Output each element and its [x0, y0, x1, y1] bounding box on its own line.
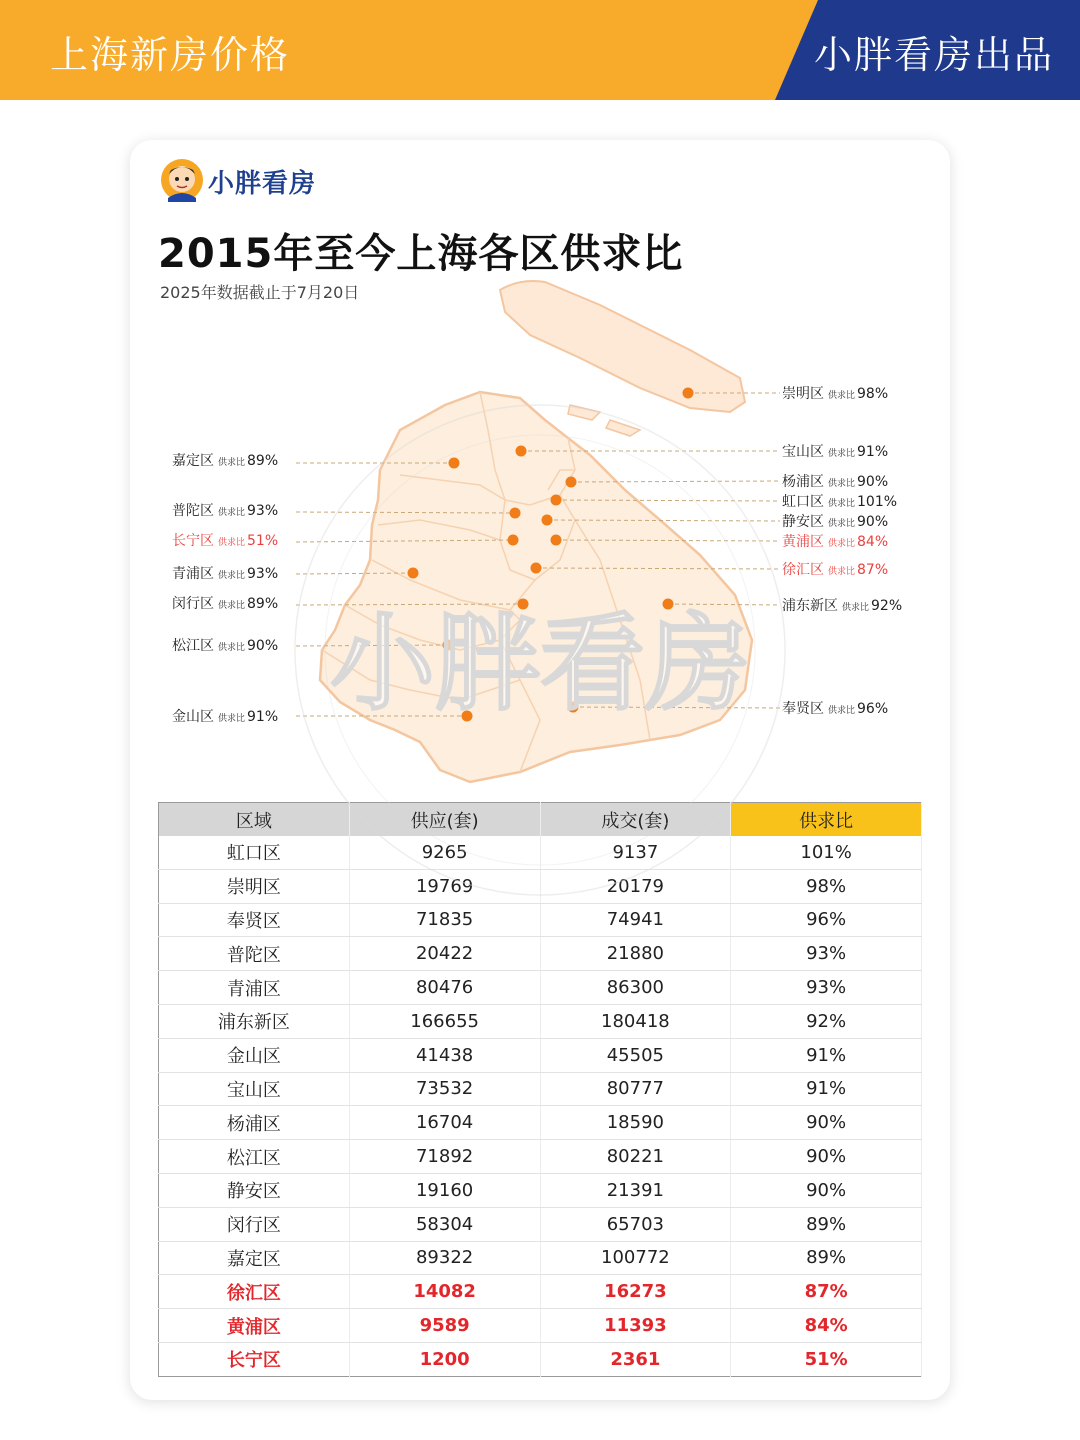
cell-supply: 71835 — [349, 903, 540, 937]
logo-text: 小胖看房 — [208, 169, 317, 199]
map-label-minhang: 闵行区 供求比 89% — [172, 596, 279, 612]
table-row — [159, 971, 922, 1005]
cell-ratio: 90% — [731, 1173, 922, 1207]
cell-ratio: 90% — [731, 1140, 922, 1174]
cell-supply: 19769 — [349, 869, 540, 903]
page-subtitle: 2025年数据截止于7月20日 — [160, 283, 360, 302]
cell-deals: 45505 — [540, 1038, 731, 1072]
dot-songjiang — [443, 640, 454, 651]
dot-huangpu — [551, 535, 562, 546]
map-label-jinshan: 金山区 供求比 91% — [172, 709, 279, 725]
table-row — [159, 1140, 922, 1174]
map-label-changning: 长宁区 供求比 51% — [172, 533, 279, 549]
cell-supply: 9265 — [349, 836, 540, 869]
cell-ratio: 91% — [731, 1072, 922, 1106]
dot-jinshan — [462, 711, 473, 722]
map-label-jiading: 嘉定区 供求比 89% — [172, 453, 279, 469]
map-label-putuo: 普陀区 供求比 93% — [172, 503, 279, 519]
dot-jiading — [449, 458, 460, 469]
cell-deals: 20179 — [540, 869, 731, 903]
table-row — [159, 1207, 922, 1241]
table-row — [159, 869, 922, 903]
cell-supply: 41438 — [349, 1038, 540, 1072]
cell-ratio: 96% — [731, 903, 922, 937]
cell-deals: 18590 — [540, 1106, 731, 1140]
dot-chongming — [683, 388, 694, 399]
table-row — [159, 836, 922, 869]
cell-deals: 74941 — [540, 903, 731, 937]
table-row — [159, 937, 922, 971]
cell-district: 徐汇区 — [159, 1275, 350, 1309]
cell-ratio: 51% — [731, 1342, 922, 1376]
table-row — [159, 1275, 922, 1309]
cell-supply: 89322 — [349, 1241, 540, 1275]
header-deals: 成交(套) — [540, 803, 731, 837]
cell-ratio: 93% — [731, 971, 922, 1005]
map-label-songjiang: 松江区 供求比 90% — [172, 638, 279, 654]
cell-deals: 9137 — [540, 836, 731, 869]
cell-deals: 16273 — [540, 1275, 731, 1309]
map-label-yangpu: 杨浦区 供求比 90% — [782, 474, 889, 490]
cell-district: 浦东新区 — [159, 1004, 350, 1038]
table-header-row — [159, 803, 922, 837]
cell-district: 黄浦区 — [159, 1309, 350, 1343]
cell-district: 普陀区 — [159, 937, 350, 971]
cell-district: 闵行区 — [159, 1207, 350, 1241]
map-label-qingpu: 青浦区 供求比 93% — [172, 566, 279, 582]
cell-ratio: 89% — [731, 1241, 922, 1275]
cell-deals: 100772 — [540, 1241, 731, 1275]
table-row — [159, 1173, 922, 1207]
cell-deals: 80777 — [540, 1072, 731, 1106]
cell-deals: 80221 — [540, 1140, 731, 1174]
cell-district: 松江区 — [159, 1140, 350, 1174]
map-region-chongming — [500, 281, 745, 412]
table-row — [159, 1342, 922, 1376]
cell-supply: 166655 — [349, 1004, 540, 1038]
cell-supply: 58304 — [349, 1207, 540, 1241]
cell-deals: 86300 — [540, 971, 731, 1005]
cell-ratio: 91% — [731, 1038, 922, 1072]
cell-ratio: 87% — [731, 1275, 922, 1309]
cell-ratio: 93% — [731, 937, 922, 971]
cell-supply: 80476 — [349, 971, 540, 1005]
cell-deals: 21391 — [540, 1173, 731, 1207]
cell-supply: 71892 — [349, 1140, 540, 1174]
dot-jingan — [542, 515, 553, 526]
table-row — [159, 903, 922, 937]
dot-qingpu — [408, 568, 419, 579]
cell-district: 杨浦区 — [159, 1106, 350, 1140]
cell-supply: 1200 — [349, 1342, 540, 1376]
map-label-xuhui: 徐汇区 供求比 87% — [782, 562, 889, 578]
dot-pudong — [663, 599, 674, 610]
table-row — [159, 1241, 922, 1275]
cell-district: 青浦区 — [159, 971, 350, 1005]
cell-district: 金山区 — [159, 1038, 350, 1072]
watermark-text: 小胖看房 — [329, 603, 751, 725]
map-label-fengxian: 奉贤区 供求比 96% — [782, 701, 889, 717]
header-supply: 供应(套) — [349, 803, 540, 837]
map-label-chongming: 崇明区 供求比 98% — [782, 386, 889, 402]
cell-deals: 11393 — [540, 1309, 731, 1343]
map-label-huangpu: 黄浦区 供求比 84% — [782, 534, 889, 550]
dot-fengxian — [568, 702, 579, 713]
cell-district: 崇明区 — [159, 869, 350, 903]
cell-supply: 14082 — [349, 1275, 540, 1309]
cell-district: 宝山区 — [159, 1072, 350, 1106]
cell-ratio: 98% — [731, 869, 922, 903]
map-label-pudong: 浦东新区 供求比 92% — [782, 598, 903, 614]
map-label-hongkou: 虹口区 供求比 101% — [782, 494, 898, 510]
map-label-baoshan: 宝山区 供求比 91% — [782, 444, 889, 460]
dot-yangpu — [566, 477, 577, 488]
cell-supply: 73532 — [349, 1072, 540, 1106]
table-row — [159, 1038, 922, 1072]
dot-minhang — [518, 599, 529, 610]
cell-district: 嘉定区 — [159, 1241, 350, 1275]
dot-changning — [508, 535, 519, 546]
cell-ratio: 89% — [731, 1207, 922, 1241]
cell-district: 虹口区 — [159, 836, 350, 869]
cell-ratio: 92% — [731, 1004, 922, 1038]
table-row — [159, 1072, 922, 1106]
dot-xuhui — [531, 563, 542, 574]
dot-putuo — [510, 508, 521, 519]
cell-deals: 180418 — [540, 1004, 731, 1038]
cell-supply: 20422 — [349, 937, 540, 971]
cell-district: 奉贤区 — [159, 903, 350, 937]
map-label-jingan: 静安区 供求比 90% — [782, 514, 889, 530]
banner-brand: 小胖看房出品 — [813, 33, 1054, 77]
cell-supply: 9589 — [349, 1309, 540, 1343]
cell-deals: 2361 — [540, 1342, 731, 1376]
page-title: 2015年至今上海各区供求比 — [158, 231, 684, 277]
cell-district: 静安区 — [159, 1173, 350, 1207]
cell-ratio: 84% — [731, 1309, 922, 1343]
cell-supply: 16704 — [349, 1106, 540, 1140]
dot-baoshan — [516, 446, 527, 457]
cell-district: 长宁区 — [159, 1342, 350, 1376]
dot-hongkou — [551, 495, 562, 506]
table-row — [159, 1004, 922, 1038]
cell-deals: 65703 — [540, 1207, 731, 1241]
header-district: 区域 — [159, 803, 350, 837]
cell-supply: 19160 — [349, 1173, 540, 1207]
table-row — [159, 1309, 922, 1343]
cell-ratio: 90% — [731, 1106, 922, 1140]
supply-demand-table — [158, 802, 922, 1377]
banner-title: 上海新房价格 — [50, 33, 291, 77]
cell-ratio: 101% — [731, 836, 922, 869]
table-row — [159, 1106, 922, 1140]
header-ratio: 供求比 — [731, 803, 922, 837]
cell-deals: 21880 — [540, 937, 731, 971]
